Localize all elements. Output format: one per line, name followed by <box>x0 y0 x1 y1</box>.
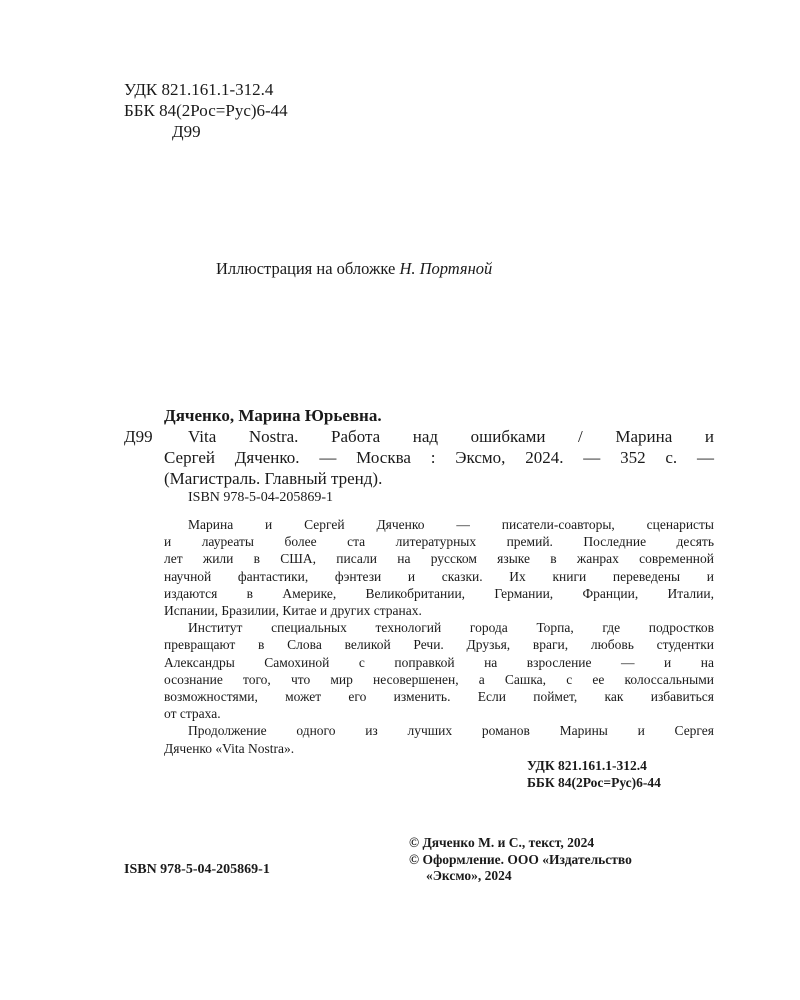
udk-code: УДК 821.161.1-312.4 <box>124 80 274 99</box>
isbn-bottom: ISBN 978-5-04-205869-1 <box>124 862 270 877</box>
annotation-line: и лауреаты более ста литературных премий. Последние десять <box>164 534 714 550</box>
cover-artist: Н. Портяной <box>399 259 493 278</box>
annotation-line: от страха. <box>164 706 221 722</box>
annotation-line: возможностями, может его изменить. Если поймет, как избавиться <box>164 689 714 705</box>
library-entry <box>124 405 714 489</box>
catalog-block <box>124 79 288 142</box>
entry-line-3: (Магистраль. Главный тренд). <box>164 469 383 488</box>
annotation-paragraph-1 <box>164 516 714 619</box>
annotation-line: Испании, Бразилии, Китае и других странах. <box>164 603 422 619</box>
annotation-line: лет жили в США, писали на русском языке в жанрах современной <box>164 551 714 567</box>
author-mark: Д99 <box>172 122 201 141</box>
annotation-line: издаются в Америке, Великобритании, Германии, Франции, Италии, <box>164 585 714 601</box>
cover-credit-label: Иллюстрация на обложке <box>216 259 396 278</box>
annotation-paragraph-2 <box>164 619 714 722</box>
udk-code-bold: УДК 821.161.1-312.4 <box>527 758 647 773</box>
annotation-line: превращают в Слова великой Речи. Друзья, враги, любовь студентки <box>164 637 714 653</box>
entry-row <box>124 426 714 447</box>
annotation-line: научной фантастики, фэнтези и сказки. Их книги переведены и <box>164 568 714 584</box>
entry-line-2: Сергей Дяченко. — Москва : Эксмо, 2024. — 352 с. — <box>164 448 714 467</box>
bbk-code: ББК 84(2Рос=Рус)6-44 <box>124 101 288 120</box>
bbk-code-bold: ББК 84(2Рос=Рус)6-44 <box>527 775 661 790</box>
copyright-line-3: «Эксмо», 2024 <box>426 868 512 883</box>
annotation <box>164 516 714 757</box>
annotation-line: осознание того, что мир несовершенен, а Сашка, с ее колоссальными <box>164 671 714 687</box>
annotation-paragraph-3 <box>164 722 714 756</box>
entry-code: Д99 <box>124 427 153 446</box>
entry-line-1: Vita Nostra. Работа над ошибками / Марина и <box>188 427 714 446</box>
entry-author: Дяченко, Марина Юрьевна. <box>164 406 382 425</box>
annotation-line: Институт специальных технологий города Торпа, где подростков <box>188 620 714 636</box>
codes-right <box>527 757 661 791</box>
cover-credit <box>216 259 492 279</box>
copyright-block <box>409 835 632 885</box>
annotation-line: Дяченко «Vita Nostra». <box>164 740 295 756</box>
annotation-line: Марина и Сергей Дяченко — писатели-соавторы, сценаристы <box>188 517 714 532</box>
entry-isbn: ISBN 978-5-04-205869-1 <box>188 490 334 505</box>
annotation-line: Александры Самохиной с поправкой на взросление — и на <box>164 654 714 670</box>
annotation-line: Продолжение одного из лучших романов Марины и Сергея <box>188 723 714 739</box>
copyright-line-1: © Дяченко М. и С., текст, 2024 <box>409 835 595 850</box>
copyright-line-2: © Оформление. ООО «Издательство <box>409 851 632 867</box>
